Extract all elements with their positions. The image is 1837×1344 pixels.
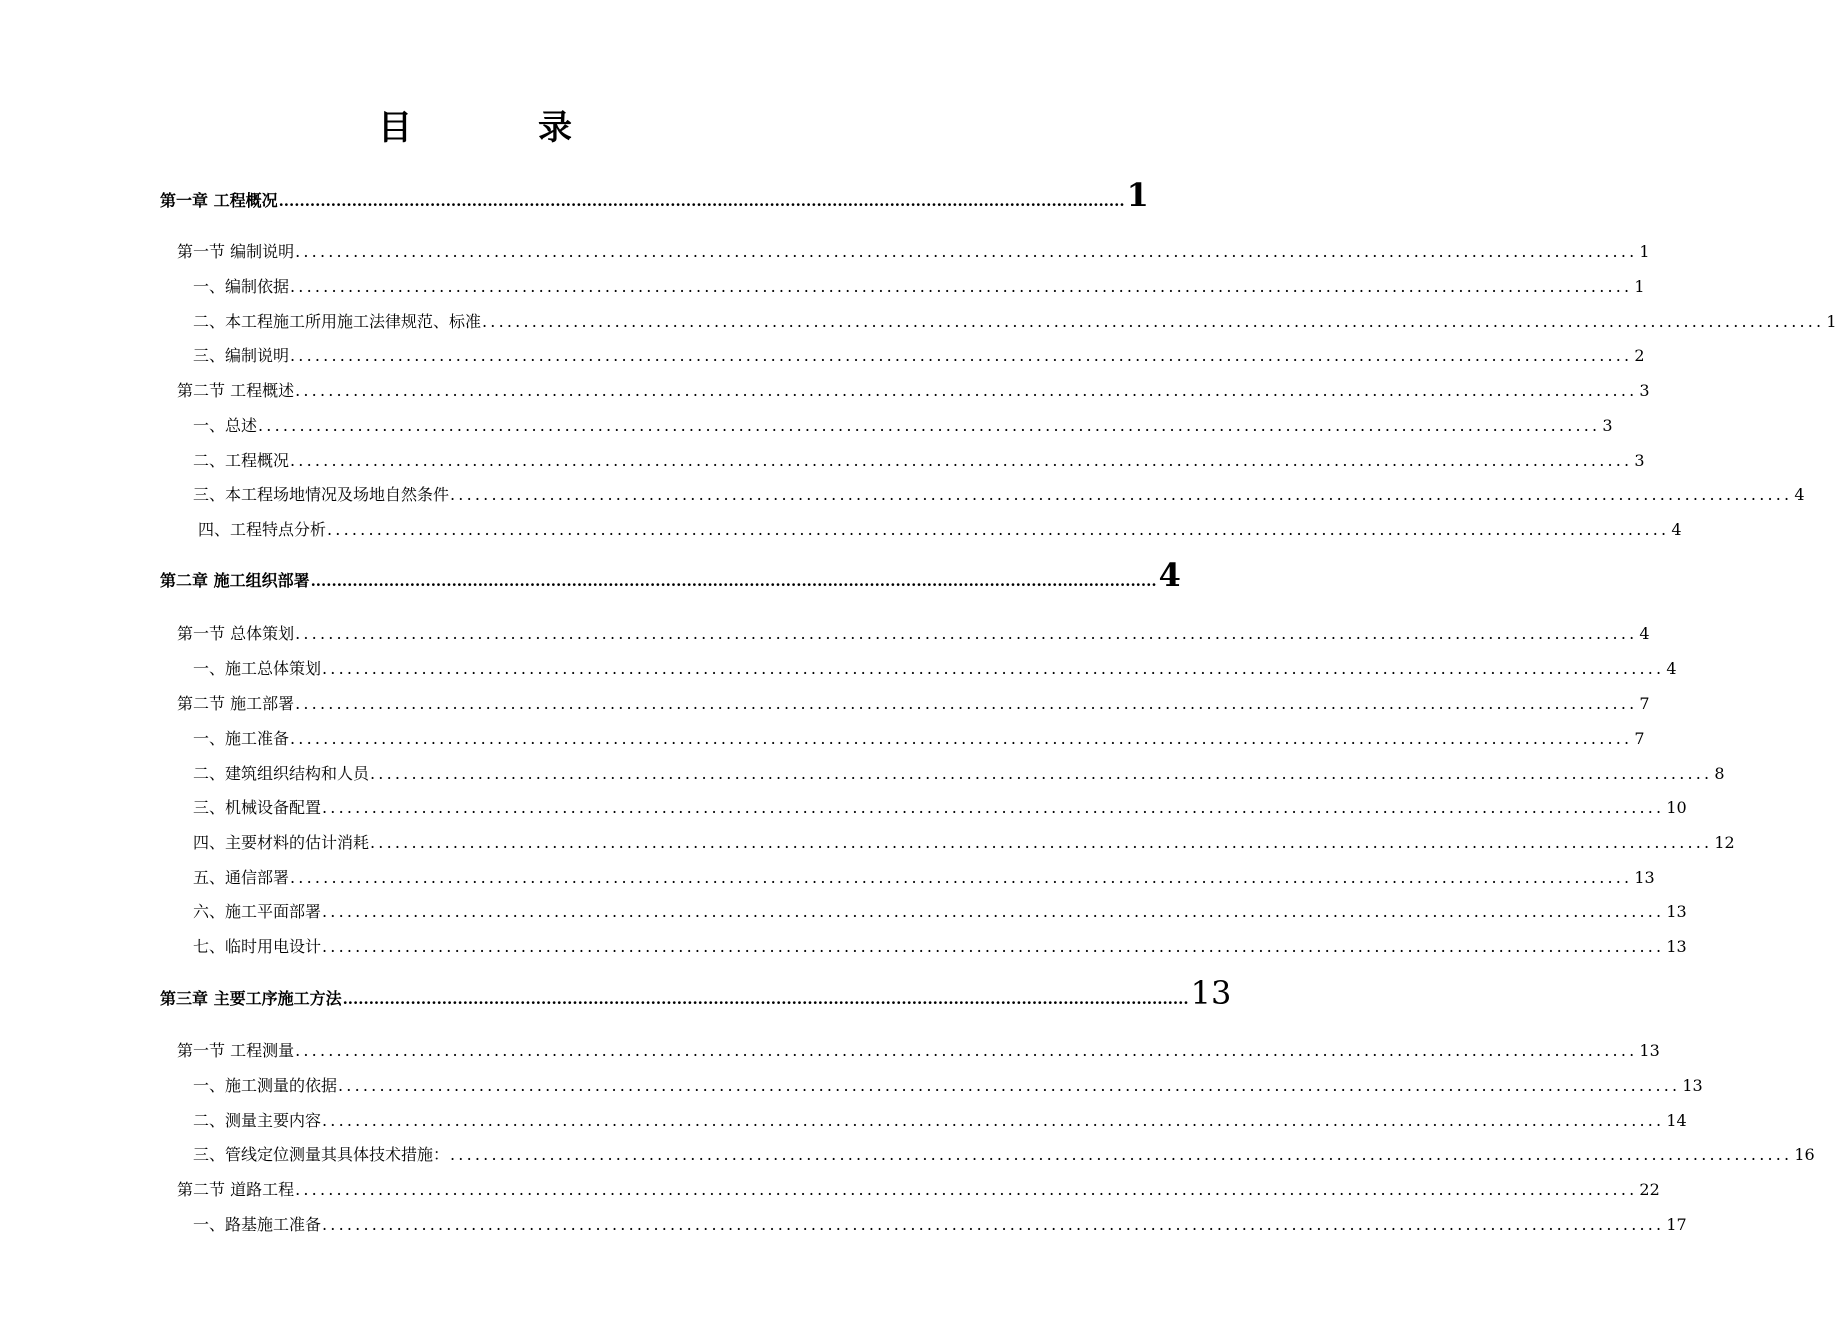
dot-leader: .................................................................................................................................................................. [370,764,1713,783]
toc-page-number: 1 [1634,277,1645,296]
toc-section[interactable] [177,1038,1660,1061]
toc-page-number: 13 [1682,1076,1703,1095]
toc-page-number: 7 [1639,694,1650,713]
toc-label: 五、通信部署 [193,868,290,887]
toc-label: 第三章 主要工序施工方法 [160,989,342,1008]
toc-section[interactable] [177,239,1650,262]
toc-item[interactable] [193,830,1735,853]
dot-leader: .................................................................................................................................................................. [295,381,1638,400]
toc-page-number: 4 [1794,485,1805,504]
toc-label: 第二节 道路工程 [177,1180,295,1199]
dot-leader: .................................................................................................................................................................. [450,1145,1793,1164]
dot-leader: .................................................................................................................................................................. [370,833,1713,852]
toc-item[interactable] [193,343,1645,366]
toc-label: 第二章 施工组织部署 [160,571,310,590]
toc-page-number: 17 [1666,1215,1687,1234]
toc-label: 二、工程概况 [193,451,290,470]
toc-label: 三、编制说明 [193,346,290,365]
toc-page-number: 7 [1634,729,1645,748]
toc-item[interactable] [193,448,1645,471]
toc-label: 四、工程特点分析 [198,520,327,539]
toc-section[interactable] [177,621,1650,644]
toc-page-number: 13 [1639,1041,1660,1060]
toc-item[interactable] [193,761,1725,784]
toc-label: 一、施工总体策划 [193,659,322,678]
toc-page-number: 4 [1666,659,1677,678]
dot-leader: .................................................................................................................................................................. [295,624,1638,643]
dot-leader: .................................................................................................................................................................. [258,416,1601,435]
toc-label: 第一节 工程测量 [177,1041,295,1060]
dot-leader: .................................................................................................................................................................. [295,694,1638,713]
toc-item[interactable] [193,1142,1815,1165]
toc-page-number: 22 [1639,1180,1660,1199]
toc-label: 二、本工程施工所用施工法律规范、标准 [193,312,482,331]
toc-page-number: 13 [1190,974,1232,1012]
dot-leader: .................................................................................................................................................................. [290,346,1633,365]
toc-page-number: 3 [1634,451,1645,470]
toc-label: 二、测量主要内容 [193,1111,322,1130]
toc-chapter[interactable] [160,176,1149,214]
toc-label: 第二节 施工部署 [177,694,295,713]
dot-leader: .................................................................................................................................................................. [450,485,1793,504]
toc-label: 三、本工程场地情况及场地自然条件 [193,485,450,504]
toc-item[interactable] [193,934,1687,957]
toc-page-number: 14 [1666,1111,1687,1130]
dot-leader: .................................................................................................................................................................. [290,729,1633,748]
toc-item[interactable] [193,309,1837,332]
dot-leader: .................................................................................................................................................................. [290,451,1633,470]
toc-label: 第一节 编制说明 [177,242,295,261]
dot-leader: .................................................................................................................................................................. [322,798,1665,817]
dot-leader: .................................................................................................................................................................. [342,990,1189,1008]
toc-label: 一、施工准备 [193,729,290,748]
toc-page-number: 2 [1634,346,1645,365]
toc-item[interactable] [193,1073,1703,1096]
toc-item[interactable] [193,482,1805,505]
toc-label: 第一章 工程概况 [160,191,278,210]
toc-page-number: 8 [1714,764,1725,783]
toc-section[interactable] [177,378,1650,401]
toc-page-number: 4 [1639,624,1650,643]
toc-item[interactable] [193,726,1645,749]
toc-label: 第二节 工程概述 [177,381,295,400]
document-title: 目 录 [378,108,618,148]
toc-chapter[interactable] [160,974,1232,1012]
toc-page-number: 1 [1126,176,1149,214]
dot-leader: .................................................................................................................................................................. [295,1180,1638,1199]
toc-label: 七、临时用电设计 [193,937,322,956]
toc-item[interactable] [193,1212,1687,1235]
toc-page-number: 4 [1158,556,1181,594]
toc-item[interactable] [193,274,1645,297]
dot-leader: .................................................................................................................................................................. [322,659,1665,678]
dot-leader: .................................................................................................................................................................. [278,192,1125,210]
dot-leader: .................................................................................................................................................................. [322,1111,1665,1130]
toc-label: 三、管线定位测量其具体技术措施： [193,1145,450,1164]
toc-label: 第一节 总体策划 [177,624,295,643]
toc-label: 一、路基施工准备 [193,1215,322,1234]
toc-page-number: 10 [1666,798,1687,817]
dot-leader: .................................................................................................................................................................. [295,242,1638,261]
toc-page-number: 1 [1826,312,1837,331]
dot-leader: .................................................................................................................................................................. [322,902,1665,921]
dot-leader: .................................................................................................................................................................. [290,868,1633,887]
dot-leader: .................................................................................................................................................................. [322,1215,1665,1234]
dot-leader: .................................................................................................................................................................. [338,1076,1681,1095]
dot-leader: .................................................................................................................................................................. [310,572,1157,590]
dot-leader: .................................................................................................................................................................. [482,312,1825,331]
toc-page-number: 1 [1639,242,1650,261]
toc-page-number: 13 [1666,937,1687,956]
toc-label: 一、总述 [193,416,258,435]
toc-label: 三、机械设备配置 [193,798,322,817]
toc-page-number: 3 [1639,381,1650,400]
toc-section[interactable] [177,1177,1660,1200]
toc-item[interactable] [193,656,1677,679]
toc-label: 六、施工平面部署 [193,902,322,921]
toc-item[interactable] [193,413,1613,436]
toc-label: 四、主要材料的估计消耗 [193,833,370,852]
toc-item[interactable] [193,865,1655,888]
toc-chapter[interactable] [160,556,1181,594]
toc-page-number: 13 [1666,902,1687,921]
dot-leader: .................................................................................................................................................................. [327,520,1670,539]
toc-section[interactable] [177,691,1650,714]
toc-item[interactable] [193,795,1687,818]
toc-page-number: 12 [1714,833,1735,852]
toc-item[interactable] [198,517,1682,540]
toc-label: 一、施工测量的依据 [193,1076,338,1095]
dot-leader: .................................................................................................................................................................. [290,277,1633,296]
toc-label: 二、建筑组织结构和人员 [193,764,370,783]
dot-leader: .................................................................................................................................................................. [295,1041,1638,1060]
toc-page-number: 4 [1671,520,1682,539]
toc-item[interactable] [193,1108,1687,1131]
toc-page-number: 3 [1602,416,1613,435]
toc-page-number: 13 [1634,868,1655,887]
toc-item[interactable] [193,899,1687,922]
toc-page-number: 16 [1794,1145,1815,1164]
toc-label: 一、编制依据 [193,277,290,296]
dot-leader: .................................................................................................................................................................. [322,937,1665,956]
